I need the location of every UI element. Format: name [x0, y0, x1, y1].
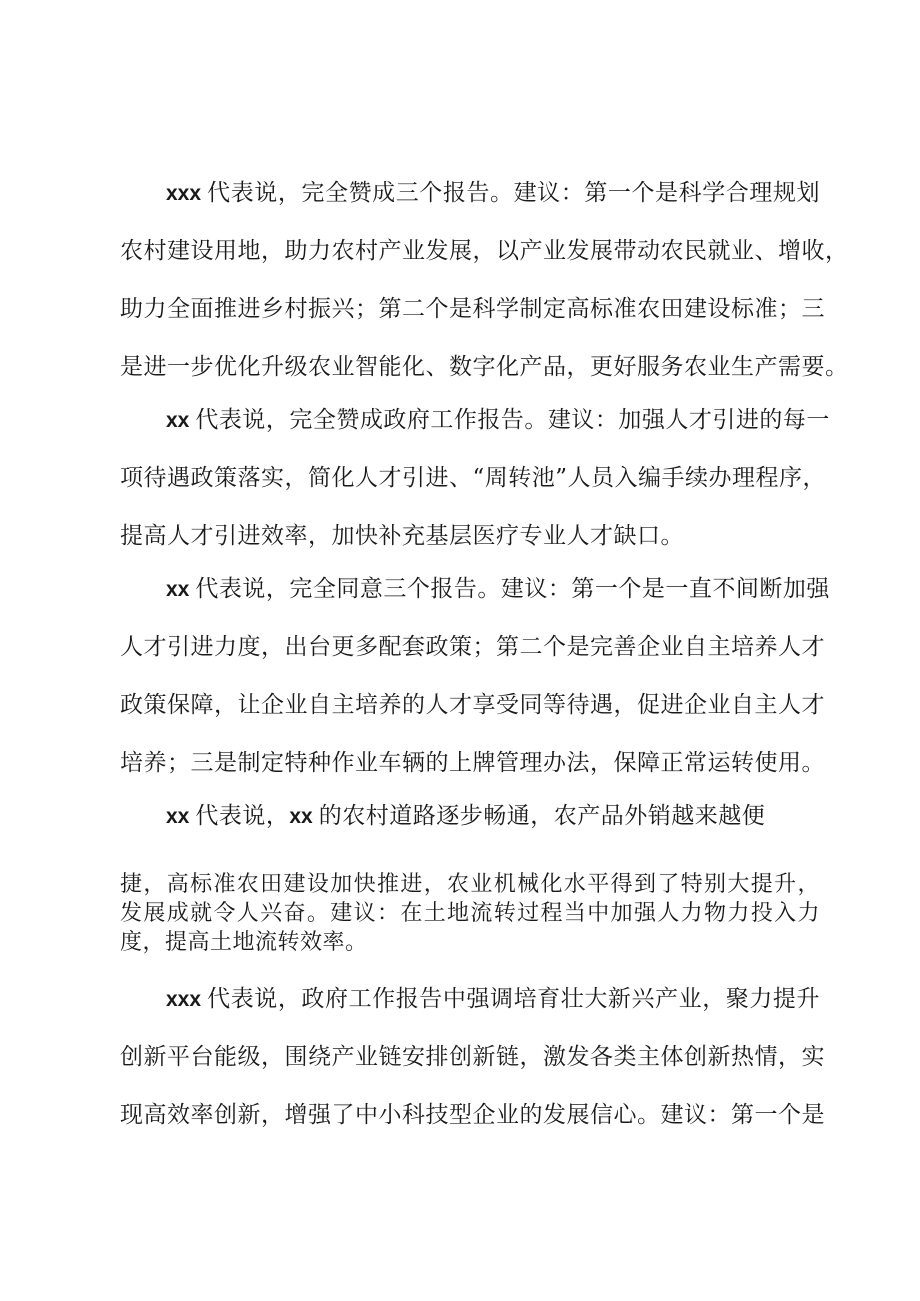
paragraph-5-line-1: xxx 代表说，政府工作报告中强调培育壮大新兴产业，聚力提升: [166, 986, 820, 1012]
paragraph-2-line-3: 提高人才引进效率，加快补充基层医疗专业人才缺口。: [120, 523, 684, 549]
paragraph-1-line-4: 是进一步优化升级农业智能化、数字化产品，更好服务农业生产需要。: [120, 354, 849, 380]
speaker-name: xx: [166, 805, 190, 828]
speaker-name: xxx: [166, 988, 202, 1011]
paragraph-3-line-3: 政策保障，让企业自主培养的人才享受同等待遇，促进企业自主人才: [120, 692, 825, 718]
paragraph-1-line-3: 助力全面推进乡村振兴；第二个是科学制定高标准农田建设标准；三: [120, 296, 825, 322]
paragraph-5-line-2: 创新平台能级，围绕产业链安排创新链，激发各类主体创新热情，实: [120, 1044, 825, 1070]
paragraph-2-line-1: xx 代表说，完全赞成政府工作报告。建议：加强人才引进的每一: [166, 407, 830, 433]
paragraph-2-line-2: 项待遇政策落实，简化人才引进、“周转池”人员入编手续办理程序，: [120, 465, 827, 491]
paragraph-4-line-4: 度，提高土地流转效率。: [120, 930, 368, 955]
paragraph-3-line-2: 人才引进力度，出台更多配套政策；第二个是完善企业自主培养人才: [120, 634, 825, 660]
speaker-name: xx: [166, 578, 190, 601]
speaker-name: xxx: [166, 182, 202, 205]
place-name: xx: [289, 805, 313, 828]
paragraph-5-line-3: 现高效率创新，增强了中小科技型企业的发展信心。建议：第一个是: [120, 1102, 825, 1128]
speaker-name: xx: [166, 409, 190, 432]
paragraph-4-line-3: 发展成就令人兴奋。建议：在土地流转过程当中加强人力物力投入力: [120, 901, 820, 926]
paragraph-1-line-1: xxx 代表说，完全赞成三个报告。建议：第一个是科学合理规划: [166, 180, 820, 206]
paragraph-1-line-2: 农村建设用地，助力农村产业发展，以产业发展带动农民就业、增收，: [120, 238, 849, 264]
paragraph-4-line-1: xx 代表说，xx 的农村道路逐步畅通，农产品外销越来越便: [166, 803, 766, 829]
paragraph-4-line-2: 捷，高标准农田建设加快推进，农业机械化水平得到了特别大提升，: [120, 872, 820, 897]
paragraph-3-line-4: 培养；三是制定特种作业车辆的上牌管理办法，保障正常运转使用。: [120, 750, 825, 776]
paragraph-3-line-1: xx 代表说，完全同意三个报告。建议：第一个是一直不间断加强: [166, 576, 830, 602]
